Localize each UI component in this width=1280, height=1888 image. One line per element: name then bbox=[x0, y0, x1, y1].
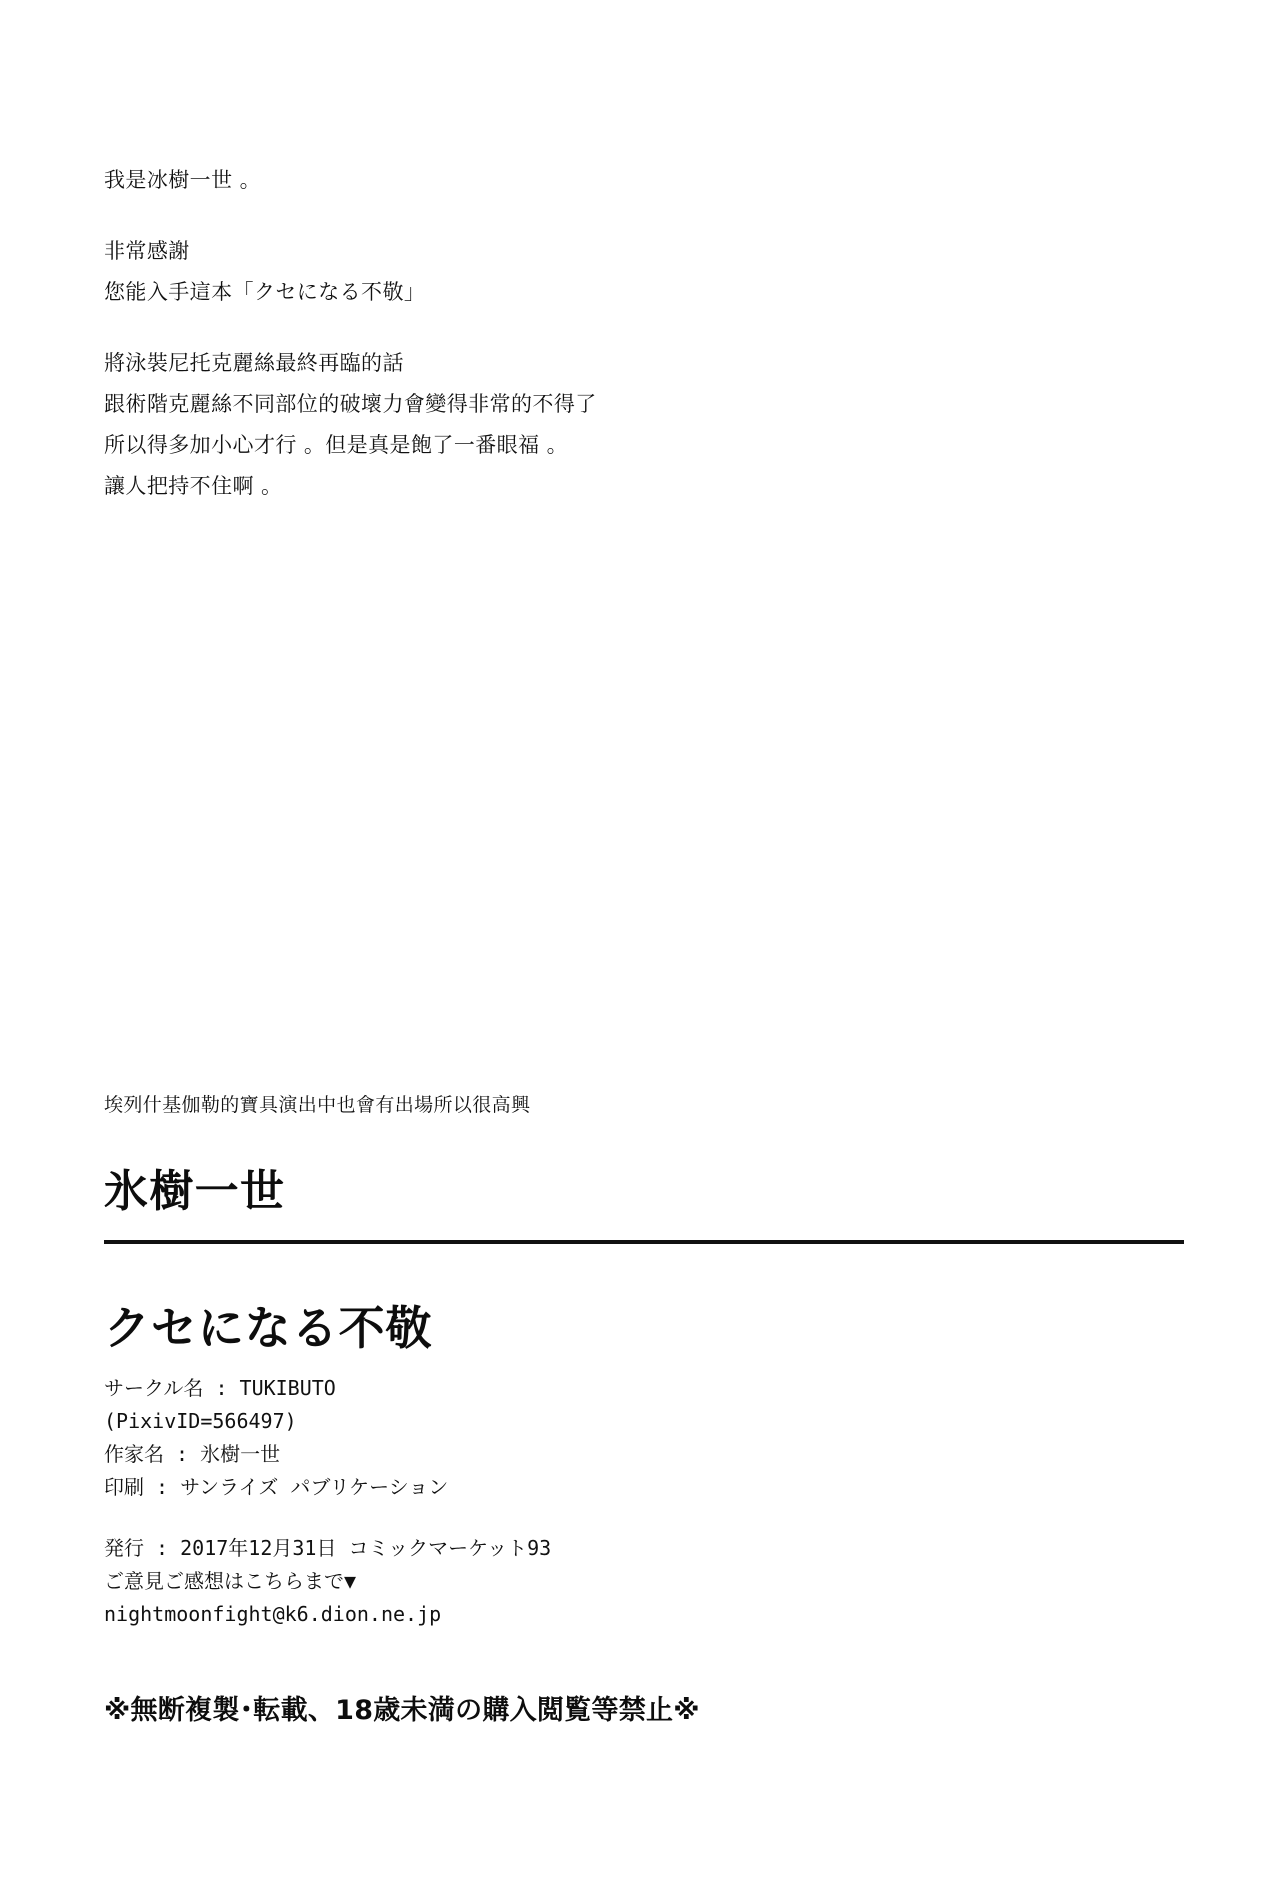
afterword-line: 我是冰樹一世 。 bbox=[104, 168, 262, 192]
afterword-line: 您能入手這本「クセになる不敬」 bbox=[104, 279, 426, 304]
colophon-details bbox=[104, 1372, 1104, 1504]
afterword-line: 所以得多加小心才行 。但是真是飽了一番眼福 。 bbox=[104, 432, 569, 457]
colophon-release-date: 発行 : 2017年12月31日 コミックマーケット93 bbox=[104, 1536, 552, 1560]
colophon-feedback-label: ご意見ご感想はこちらまで▼ bbox=[104, 1569, 357, 1593]
colophon-publication bbox=[104, 1532, 1104, 1631]
colophon-circle-name: サークル名 : TUKIBUTO bbox=[104, 1376, 336, 1400]
afterword-line: 讓人把持不住啊 。 bbox=[104, 473, 283, 498]
afterword-text-block bbox=[104, 160, 1004, 507]
colophon-email[interactable]: nightmoonfight@k6.dion.ne.jp bbox=[104, 1602, 442, 1626]
colophon-block bbox=[104, 1292, 1104, 1631]
colophon-printer: 印刷 : サンライズ パブリケーション bbox=[104, 1475, 449, 1499]
afterword-paragraph-2 bbox=[104, 231, 1004, 313]
colophon-pixiv-id: (PixivID=566497) bbox=[104, 1409, 297, 1433]
afterword-paragraph-1 bbox=[104, 160, 1004, 201]
afterword-line: 將泳裝尼托克麗絲最終再臨的話 bbox=[104, 350, 404, 375]
afterword-line: 非常感謝 bbox=[104, 238, 190, 263]
afterword-line: 跟術階克麗絲不同部位的破壞力會變得非常的不得了 bbox=[104, 391, 597, 416]
horizontal-divider bbox=[104, 1240, 1184, 1244]
copyright-warning: ※無断複製･転載、18歳未満の購入閲覧等禁止※ bbox=[104, 1695, 700, 1726]
colophon-artist-name: 作家名 : 氷樹一世 bbox=[104, 1442, 281, 1466]
author-signature: 氷樹一世 bbox=[104, 1166, 286, 1217]
afterword-note: 埃列什基伽勒的寶具演出中也會有出場所以很高興 bbox=[104, 1094, 531, 1116]
afterword-paragraph-3 bbox=[104, 343, 1004, 507]
doujin-title: クセになる不敬 bbox=[104, 1301, 433, 1355]
